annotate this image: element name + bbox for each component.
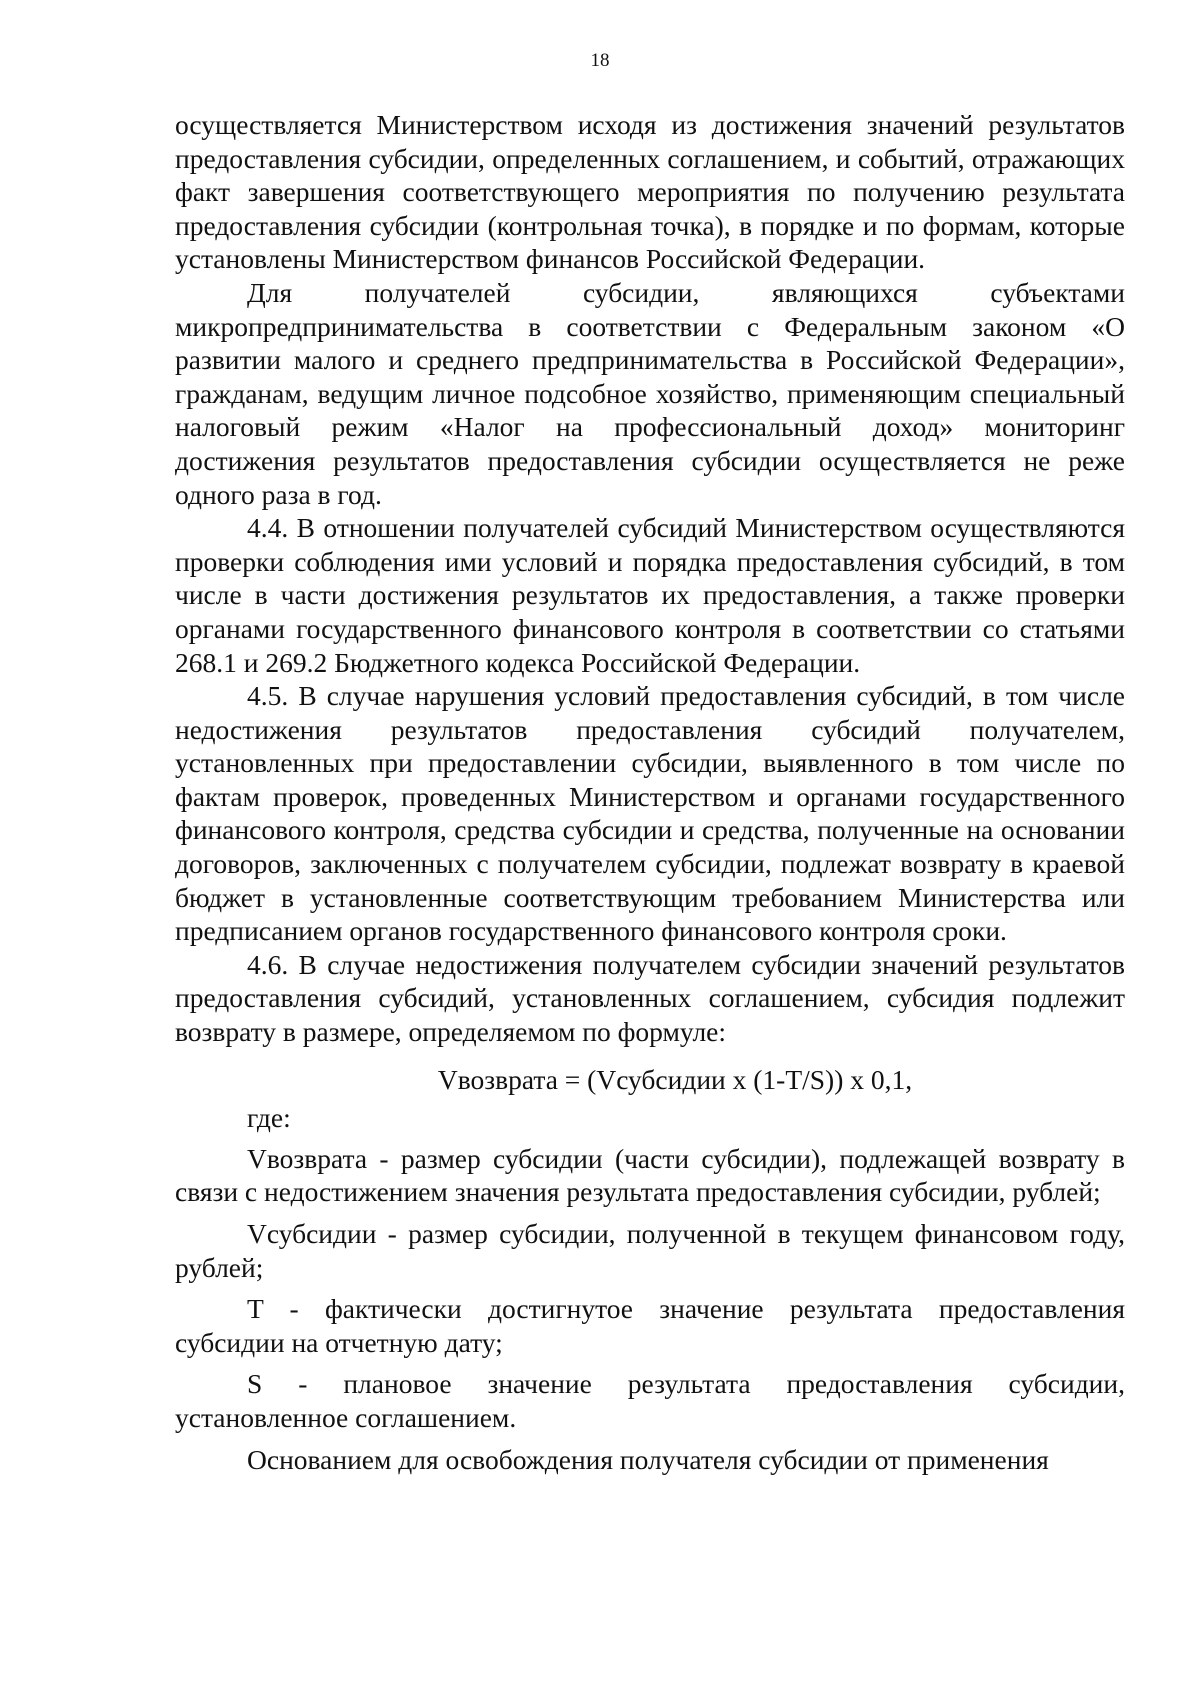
paragraph-microbusiness: Для получателей субсидии, являющихся субъектами микропредпринимательства в соответствии с Федеральным законом «О развитии малого и среднего предпринимательства в Российской Федерации», гражданам, ведущим личное подсобное хозяйство, применяющим специальный налоговый режим «Налог на профессиональный доход» мониторинг достижения результатов предоставления субсидии осуществляется не реже одного раза в год. (175, 276, 1125, 510)
paragraph-4-4: 4.4. В отношении получателей субсидий Министерством осуществляются проверки соблюдения ими условий и порядка предоставления субсидий, в том числе в части достижения результатов их предоставления, а также проверки органами государственного финансового контроля в соответствии со статьями 268.1 и 269.2 Бюджетного кодекса Российской Федерации. (175, 512, 1125, 678)
document-body (175, 108, 1125, 1476)
paragraph-4-6: 4.6. В случае недостижения получателем субсидии значений результатов предоставления субсидий, установленных соглашением, субсидия подлежит возврату в размере, определяемом по формуле: (175, 948, 1125, 1048)
paragraph-continuation: осуществляется Министерством исходя из достижения значений результатов предоставления субсидии, определенных соглашением, и событий, отражающих факт завершения соответствующего мероприятия по получению результата предоставления субсидии (контрольная точка), в порядке и по формам, которые установлены Министерством финансов Российской Федерации. (175, 109, 1125, 275)
definition-v-subsidy: Vсубсидии - размер субсидии, полученной в текущем финансовом году, рублей; (175, 1218, 1125, 1283)
paragraph-4-5: 4.5. В случае нарушения условий предоставления субсидий, в том числе недостижения результатов предоставления субсидий получателем, установленных при предоставлении субсидии, выявленного в том числе по фактам проверок, проведенных Министерством и органами государственного финансового контроля, средства субсидии и средства, полученные на основании договоров, заключенных с получателем субсидии, подлежат возврату в краевой бюджет в установленные соответствующим требованием Министерства или предписанием органов государственного финансового контроля сроки. (175, 680, 1125, 947)
refund-formula: Vвозврата = (Vсубсидии x (1-T/S)) x 0,1, (437, 1063, 913, 1095)
where-label: где: (247, 1102, 291, 1134)
paragraph-exemption: Основанием для освобождения получателя субсидии от применения (247, 1443, 1049, 1475)
definition-t: T - фактически достигнутое значение результата предоставления субсидии на отчетную дату; (175, 1293, 1125, 1358)
definition-v-refund: Vвозврата - размер субсидии (части субсидии), подлежащей возврату в связи с недостижением значения результата предоставления субсидии, рублей; (175, 1142, 1125, 1208)
definition-s: S - плановое значение результата предоставления субсидии, установленное соглашением. (175, 1368, 1125, 1433)
page-number: 18 (590, 50, 610, 71)
